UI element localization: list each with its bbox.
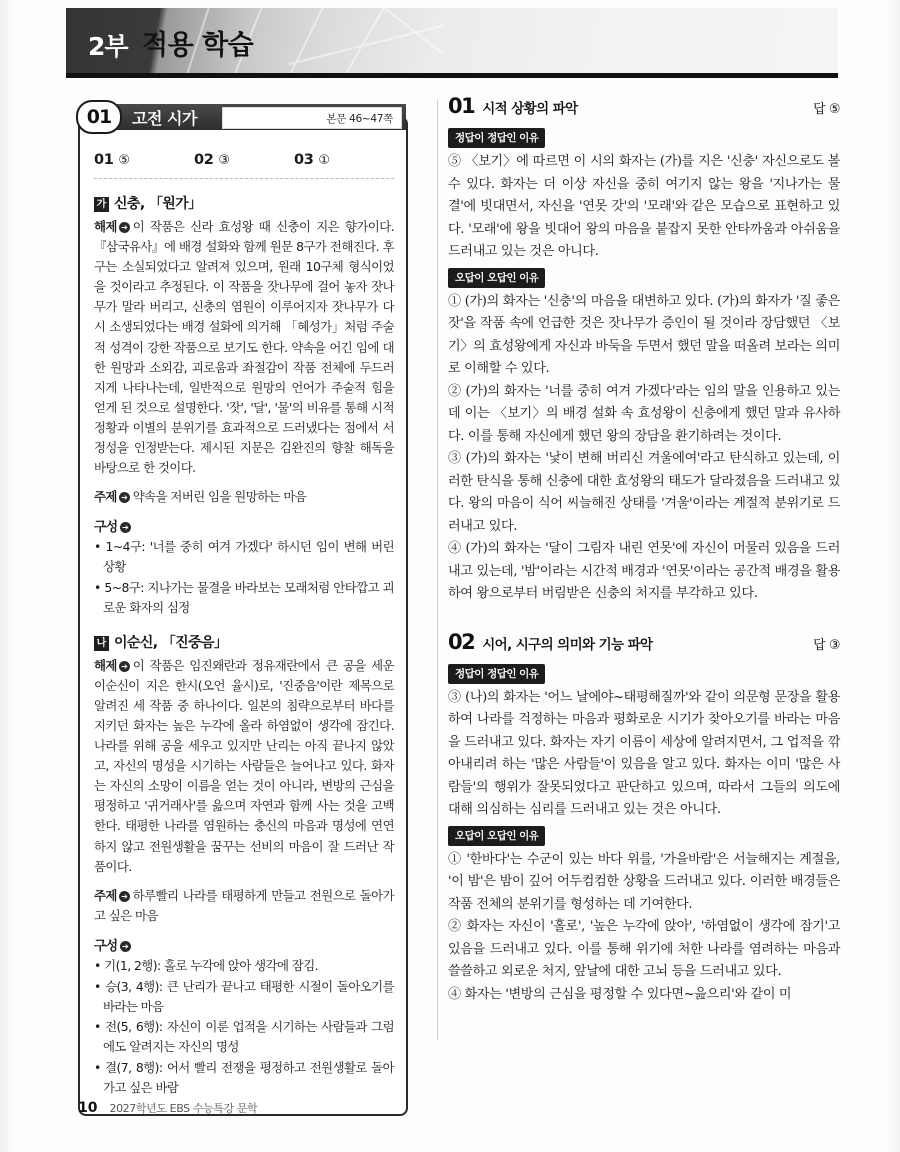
arrow-icon: ➔ xyxy=(120,941,131,952)
guseong-item: • 5~8구: 지나가는 물결을 바라보는 모래처럼 안타깝고 괴로운 화자의 심정 xyxy=(94,578,394,618)
work-haeje-paragraph xyxy=(94,217,394,478)
work-guseong-list xyxy=(94,537,394,617)
column-divider xyxy=(437,100,438,1040)
work-haeje-paragraph xyxy=(94,656,394,877)
correct-reason-tag: 정답이 정답인 이유 xyxy=(448,664,545,684)
left-column xyxy=(78,100,408,1116)
haeje-text: 이 작품은 신라 효성왕 때 신충이 지은 향가이다. 『삼국유사』에 배경 설화와 함께 원문 8구가 전해진다. 후구는 소실되었다고 알려져 있으며, 원래 10구체 형식이었을 것이라고 추정된다. 이 작품을 잣나무에 걸어 놓자 잣나무가 말라 버리고, 신충의 염원이 이루어지자 잣나무가 다시 소생되었다는 배경 설화에 의거해 「혜성가」처럼 주술적 성격이 강한 작품으로 보기도 한다. 약속을 어긴 임에 대한 원망과 소외감, 괴로움과 좌절감이 작품 전체에 두드러지게 나타나는데, 일반적으로 원망의 언어가 주술적 힘을 얻게 된 것으로 설명한다. '잣', '달', '물'의 비유를 통해 시적 정황과 이별의 분위기를 효과적으로 드러냈다는 점에서 서정성을 인정받는다. 제시된 지문은 김완진의 향찰 해독을 바탕으로 한 것이다. xyxy=(94,219,394,476)
section-banner xyxy=(66,8,838,78)
work-guseong-heading xyxy=(94,516,394,535)
guseong-item: • 전(5, 6행): 자신이 이룬 업적을 시기하는 사람들과 그럼에도 알려지는 자신의 명성 xyxy=(94,1017,394,1057)
answer-key-item xyxy=(194,152,294,168)
question-block-02 xyxy=(448,629,840,1007)
question-number: 02 xyxy=(448,629,475,654)
correct-reason-body: ③ (나)의 화자는 '어느 날에야~태평해질까'와 같이 의문형 문장을 활용하여 나라를 걱정하는 마음과 평화로운 시기가 찾아오기를 바라는 마음을 드러내고 있다. 화자는 자기 이름이 세상에 알려지면서, 그 업적을 깎아내리려 하는 '많은 사람들'이 있음을 알고 있다. 화자는 이미 '많은 사람들'의 행위가 잘못되었다고 판단하고 있으며, 따라서 그들의 의도에 대해 의심하는 심리를 드러내고 있는 것은 아니다. xyxy=(448,689,840,818)
correct-reason-tag: 정답이 정답인 이유 xyxy=(448,128,545,148)
arrow-icon: ➔ xyxy=(120,522,131,533)
correct-reason-body: ⑤ 〈보기〉에 따르면 이 시의 화자는 (가)를 지은 '신충' 자신으로도 볼 수 있다. 화자는 더 이상 자신을 중히 여기지 않는 왕을 '지나가는 물결'에 빗대면서, 자신을 '연못 갓'의 '모래'와 같은 모습으로 표현하고 있다. '모래'에 왕을 빗대어 왕의 마음을 붙잡지 못한 안타까움과 아쉬움을 드러내고 있는 것은 아니다. xyxy=(448,154,840,260)
work-analysis-box xyxy=(78,106,408,1116)
jujae-label: 주제 xyxy=(94,887,117,903)
guseong-item: • 기(1, 2행): 홀로 누각에 앉아 생각에 잠김. xyxy=(94,956,394,976)
banner-title: 적용 학습 xyxy=(142,30,254,61)
answer-key-number: 03 xyxy=(294,152,314,168)
answer-key-item xyxy=(94,152,194,168)
guseong-label: 구성 xyxy=(94,520,118,536)
unit-page-ref: 본문 46~47쪽 xyxy=(326,112,393,125)
guseong-item: • 승(3, 4행): 큰 난리가 끝나고 태평한 시절이 돌아오기를 바라는 마음 xyxy=(94,977,394,1017)
scan-edge-left xyxy=(0,0,18,1152)
answer-key-item xyxy=(294,152,394,168)
right-column xyxy=(448,96,840,1033)
work-tag-badge: 나 xyxy=(94,636,109,651)
work-jujae-paragraph xyxy=(94,487,394,507)
question-number: 01 xyxy=(448,94,475,118)
question-block-01 xyxy=(448,96,840,606)
jujae-label: 주제 xyxy=(94,489,117,505)
answer-label: 답 xyxy=(813,637,826,653)
question-header-left xyxy=(448,629,653,654)
haeje-text: 이 작품은 임진왜란과 정유재란에서 큰 공을 세운 이순신이 지은 한시(오언 율시)로, '진중음'이란 제목으로 알려진 세 작품 중 하나이다. 일본의 침략으로부터 바다를 지키던 화자는 높은 누각에 올라 하염없이 생각에 잠긴다. 나라를 위해 공을 세우고 있지만 난리는 아직 끝나지 않았고, 자신의 명성을 시기하는 사람들은 늘어나고 있다. 화자는 자신의 소망이 이름을 얻는 것이 아니라, 변방의 근심을 평정하고 '귀거래사'를 읊으며 자연과 함께 사는 것을 고백한다. 태평한 나라를 염원하는 충신의 마음과 명성에 연연하지 않고 전원생활을 꿈꾸는 선비의 마음이 잘 드러난 작품이다. xyxy=(94,657,394,874)
wrong-reason-tag: 오답이 오답인 이유 xyxy=(448,268,545,288)
arrow-icon: ➔ xyxy=(119,891,130,902)
answer-key-row xyxy=(94,152,394,179)
answer-value: ⑤ xyxy=(828,102,840,117)
haeje-label: 해제 xyxy=(94,219,117,234)
work-title-row xyxy=(94,632,394,652)
arrow-icon: ➔ xyxy=(119,492,130,503)
work-title: 이순신, 「진중음」 xyxy=(114,634,228,651)
wrong-reason-item: ③ (가)의 화자는 '낯이 변해 버리신 겨울에여'라고 탄식하고 있는데, 이러한 탄식을 통해 신충에 대한 효성왕의 태도가 달라졌음을 드러내고 있다. 왕의 마음이 식어 씨늘해진 상태를 '겨울'이라는 계절적 분위기로 드러내고 있다. xyxy=(448,451,840,534)
work-guseong-list xyxy=(94,956,394,1098)
wrong-reason-item: ④ 화자는 '변방의 근심을 평정할 수 있다면~읊으리'와 같이 미 xyxy=(448,986,792,1002)
question-answer xyxy=(813,98,840,117)
footer-page-number: 10 xyxy=(78,1100,98,1116)
haeje-label: 해제 xyxy=(94,657,117,673)
question-topic: 시어, 시구의 의미와 기능 파악 xyxy=(482,636,653,653)
jujae-text: 약속을 저버린 임을 원망하는 마음 xyxy=(132,489,307,505)
answer-key-value: ③ xyxy=(218,153,230,168)
guseong-label: 구성 xyxy=(94,938,118,954)
answer-label: 답 xyxy=(813,102,826,117)
scan-edge-right xyxy=(886,0,900,1152)
question-header-left xyxy=(448,96,578,117)
question-header xyxy=(448,629,840,654)
answer-key-number: 02 xyxy=(194,152,214,168)
unit-title: 고전 시가 xyxy=(132,108,197,128)
footer-book-title: 2027학년도 EBS 수능특강 문학 xyxy=(109,1102,258,1115)
unit-page-ref-wrap xyxy=(222,107,402,129)
question-topic: 시적 상황의 파악 xyxy=(482,101,578,117)
work-title: 신충, 「원가」 xyxy=(114,196,202,212)
answer-key-value: ① xyxy=(318,153,330,168)
page-footer xyxy=(78,1100,257,1116)
answer-key-number: 01 xyxy=(94,152,114,168)
work-title-row xyxy=(94,193,394,213)
unit-title-bar xyxy=(116,104,406,130)
work-jujae-paragraph xyxy=(94,886,394,926)
wrong-reason-item: ② (가)의 화자는 '너를 중히 여겨 가겠다'라는 임의 말을 인용하고 있는데 이는 〈보기〉의 배경 설화 속 효성왕이 신충에게 했던 말과 유사하다. 이를 통해 자신에게 했던 왕의 장담을 환기하려는 것이다. xyxy=(448,383,840,444)
wrong-reason-item: ④ (가)의 화자는 '달이 그림자 내린 연못'에 자신이 머물러 있음을 드러내고 있는데, '밤'이라는 시간적 배경과 '연못'이라는 공간적 배경을 활용하여 왕으로부터 버림받은 신충의 처지를 부각하고 있다. xyxy=(448,541,840,602)
question-header xyxy=(448,96,840,117)
guseong-item: • 1~4구: '너를 중히 여겨 가겠다' 하시던 임이 변해 버린 상황 xyxy=(94,537,394,577)
wrong-reason-item: ① '한바다'는 수군이 있는 바다 위를, '가을바람'은 서늘해지는 계절을, '이 밤'은 밤이 깊어 어두컴컴한 상황을 드러내고 있다. 이러한 배경들은 작품 전체의 분위기를 형성하는 데 기여한다. xyxy=(448,851,840,912)
work-guseong-heading xyxy=(94,935,394,954)
wrong-reason-tag: 오답이 오답인 이유 xyxy=(448,826,545,846)
banner-part-label: 2부 xyxy=(88,32,128,61)
unit-number-badge: 01 xyxy=(76,100,122,134)
banner-bottom-rule xyxy=(66,73,838,78)
arrow-icon: ➔ xyxy=(119,222,130,233)
answer-key-value: ⑤ xyxy=(118,153,130,168)
wrong-reason-item: ② 화자는 자신이 '홀로', '높은 누각에 앉아', '하염없이 생각에 잠기'고 있음을 드러내고 있다. 이를 통해 위기에 처한 나라를 염려하는 마음과 쓸쓸하고 외로운 처지, 앞날에 대한 고뇌 등을 드러내고 있다. xyxy=(448,919,840,980)
unit-header xyxy=(76,102,406,132)
jujae-text: 하루빨리 나라를 태평하게 만들고 전원으로 돌아가고 싶은 마음 xyxy=(94,887,394,923)
question-answer xyxy=(813,634,840,653)
wrong-reason-item: ① (가)의 화자는 '신충'의 마음을 대변하고 있다. (가)의 화자가 '질 좋은 잣'을 작품 속에 언급한 것은 잣나무가 증인이 될 것이라 장담했던 〈보기〉의 효성왕에게 자신과 바둑을 두면서 했던 말을 떠올려 보라는 의미로 이해할 수 있다. xyxy=(448,293,840,377)
guseong-item: • 결(7, 8행): 어서 빨리 전쟁을 평정하고 전원생활로 돌아가고 싶은 바람 xyxy=(94,1058,394,1098)
arrow-icon: ➔ xyxy=(119,661,130,672)
answer-value: ③ xyxy=(828,637,840,653)
work-tag-badge: 가 xyxy=(94,197,109,212)
